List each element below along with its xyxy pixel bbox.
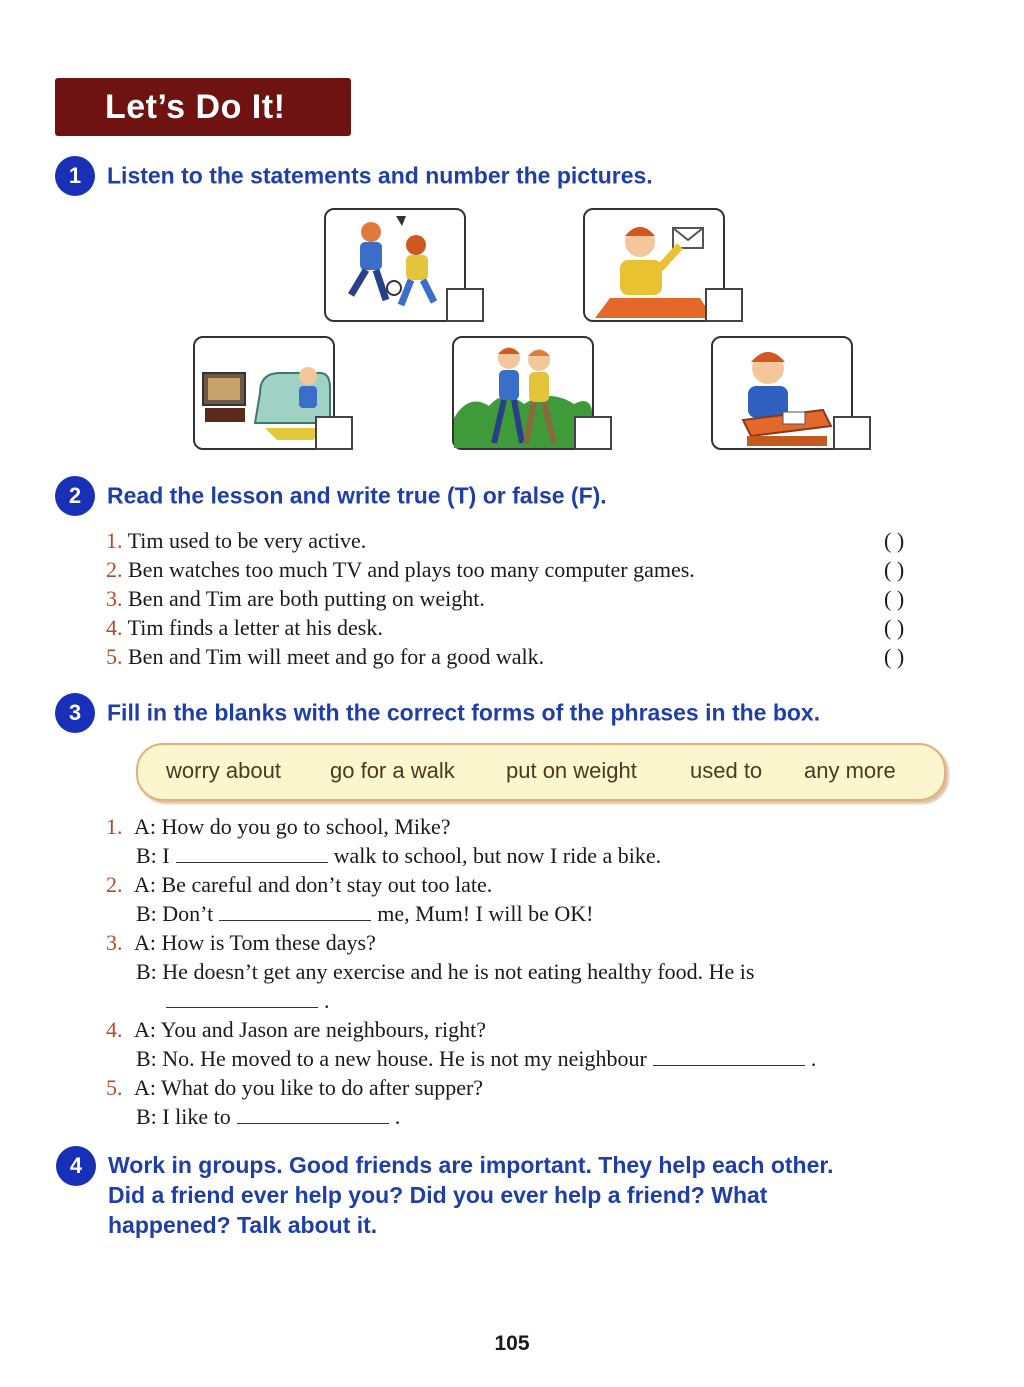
fill-blank[interactable] — [166, 987, 318, 1008]
picture-boy-watching-tv — [193, 336, 335, 450]
list-item: 4. Tim finds a letter at his desk. ( ) — [106, 615, 905, 640]
section-1-instruction: Listen to the statements and number the pictures. — [107, 162, 653, 189]
answer-parentheses[interactable]: ( ) — [884, 615, 905, 640]
section-4-instruction: Work in groups. Good friends are important. They help each other. Did a friend ever help you? Did you ever help a friend? What happened? Talk about it. — [108, 1152, 834, 1238]
fill-blank[interactable] — [176, 842, 328, 863]
dialogue-line-a: 3. A: How is Tom these days? — [106, 930, 376, 955]
section-number-badge: 4 — [56, 1146, 96, 1186]
picture-boys-walking — [452, 336, 594, 450]
fill-blank[interactable] — [653, 1045, 805, 1066]
desk-illustration — [713, 338, 851, 448]
phrase-item: used to — [690, 758, 763, 783]
answer-parentheses[interactable]: ( ) — [884, 557, 905, 582]
walking-illustration — [454, 338, 592, 448]
picture-boy-holding-letter — [583, 208, 725, 322]
dialogue-line-b: B: I walk to school, but now I ride a bike. — [136, 843, 662, 868]
section-3-heading — [55, 693, 820, 733]
dialogue-line-a: 5. A: What do you like to do after supper? — [106, 1075, 484, 1100]
dialogue-line-a: 1. A: How do you go to school, Mike? — [106, 814, 451, 839]
tv-illustration — [195, 338, 333, 448]
answer-box[interactable] — [833, 416, 871, 450]
section-number-badge: 2 — [55, 476, 95, 516]
phrase-item: go for a walk — [330, 758, 455, 783]
section-number-badge: 1 — [55, 156, 95, 196]
list-item: 3. Ben and Tim are both putting on weight. ( ) — [106, 586, 905, 611]
list-item: 2. Ben watches too much TV and plays too many computer games. ( ) — [106, 557, 905, 582]
dialogue-list — [106, 812, 986, 1131]
phrase-item: worry about — [166, 758, 281, 783]
dialogue-line-b: B: No. He moved to a new house. He is not my neighbour . — [136, 1046, 817, 1071]
fill-blank[interactable] — [219, 900, 371, 921]
answer-parentheses[interactable]: ( ) — [884, 586, 905, 611]
phrase-item: any more — [804, 758, 896, 783]
dialogue-line-b: B: Don’t me, Mum! I will be OK! — [136, 901, 594, 926]
fill-blank[interactable] — [237, 1103, 389, 1124]
picture-boys-playing-football — [324, 208, 466, 322]
section-number-badge: 3 — [55, 693, 95, 733]
lesson-banner: Let’s Do It! — [55, 78, 351, 136]
answer-box[interactable] — [574, 416, 612, 450]
answer-parentheses[interactable]: ( ) — [884, 528, 905, 553]
page-number: 105 — [494, 1332, 530, 1355]
answer-box[interactable] — [705, 288, 743, 322]
answer-parentheses[interactable]: ( ) — [884, 644, 905, 669]
section-2-heading — [55, 476, 607, 516]
dialogue-line-a: 2. A: Be careful and don’t stay out too late. — [106, 872, 493, 897]
section-2-instruction: Read the lesson and write true (T) or false (F). — [107, 482, 607, 509]
phrase-box — [136, 743, 946, 801]
dialogue-line-b: B: I like to . — [136, 1104, 401, 1129]
picture-boy-writing-at-desk — [711, 336, 853, 450]
dialogue-line-a: 4. A: You and Jason are neighbours, right? — [106, 1017, 486, 1042]
section-3-instruction: Fill in the blanks with the correct forms of the phrases in the box. — [107, 699, 821, 726]
true-false-list — [106, 526, 956, 671]
dialogue-line-b-cont: . — [106, 986, 986, 1015]
letter-illustration — [585, 210, 723, 320]
list-item: 5. Ben and Tim will meet and go for a good walk. ( ) — [106, 644, 905, 669]
football-illustration — [326, 210, 464, 320]
answer-box[interactable] — [315, 416, 353, 450]
answer-box[interactable] — [446, 288, 484, 322]
list-item: 1. Tim used to be very active. ( ) — [106, 528, 905, 553]
section-1-heading — [55, 156, 653, 196]
phrase-item: put on weight — [506, 758, 637, 783]
dialogue-line-b: B: He doesn’t get any exercise and he is not eating healthy food. He is — [136, 959, 755, 984]
